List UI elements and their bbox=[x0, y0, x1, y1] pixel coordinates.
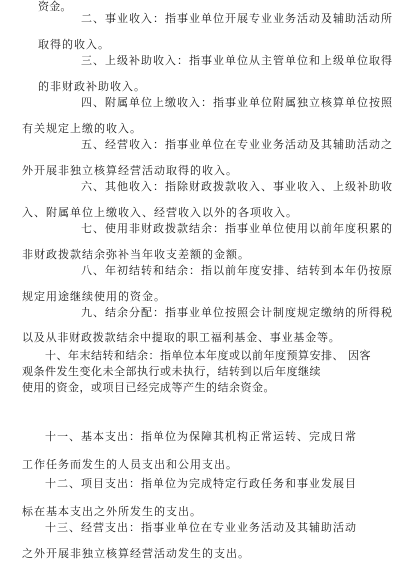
paragraph-item-2: 二、事业收入：指事业单位开展专业业务活动及辅助活动所 bbox=[81, 12, 393, 25]
text-line: 外开展非独立核算经营活动取得的收入。 bbox=[22, 164, 238, 177]
text-line: 使用的资金，或项目已经完成等产生的结余资金。 bbox=[22, 381, 275, 394]
text-line: 非财政拨款结余弥补当年收支差额的金额。 bbox=[22, 248, 250, 261]
paragraph-item-5: 五、经营收入：指事业单位在专业业务活动及其辅助活动之 bbox=[81, 138, 393, 151]
text-line: 入、附属单位上缴收入、经营收入以外的各项收入。 bbox=[22, 206, 298, 219]
paragraph-item-8: 八、年初结转和结余：指以前年度安排、结转到本年仍按原 bbox=[81, 264, 393, 277]
text-line: 资金。 bbox=[38, 0, 72, 13]
text-line: 工作任务而发生的人员支出和公用支出。 bbox=[22, 458, 238, 471]
text-line: 取得的收入。 bbox=[38, 38, 110, 51]
paragraph-item-13: 十三、经营支出：指事业单位在专业业务活动及其辅助活动 bbox=[45, 521, 357, 534]
text-line: 规定用途继续使用的资金。 bbox=[22, 290, 166, 303]
text-line: 观条件发生变化未全部执行或未执行，结转到以后年度继续 bbox=[22, 365, 321, 378]
paragraph-item-3: 三、上级补助收入：指事业单位从主管单位和上级单位取得 bbox=[81, 54, 393, 67]
text-line: 的非财政补助收入。 bbox=[38, 80, 146, 93]
text-line: 标在基本支出之外所发生的支出。 bbox=[22, 505, 202, 518]
text-line: 有关规定上缴的收入。 bbox=[22, 122, 142, 135]
paragraph-item-10: 十、年末结转和结余：指单位本年度或以前年度预算安排、 因客 bbox=[45, 349, 371, 362]
paragraph-item-7: 七、使用非财政拨款结余：指事业单位使用以前年度积累的 bbox=[81, 222, 393, 235]
paragraph-item-6: 六、其他收入：指除财政拨款收入、事业收入、上级补助收 bbox=[81, 180, 393, 193]
paragraph-item-12: 十二、项目支出：指单位为完成特定行政任务和事业发展目 bbox=[45, 477, 357, 490]
paragraph-item-4: 四、附属单位上缴收入：指事业单位附属独立核算单位按照 bbox=[81, 96, 393, 109]
text-line: 以及从非财政拨款结余中提取的职工福利基金、事业基金等。 bbox=[22, 331, 341, 344]
paragraph-item-11: 十一、基本支出：指单位为保障其机构正常运转、完成日常 bbox=[45, 430, 357, 443]
text-line: 之外开展非独立核算经营活动发生的支出。 bbox=[22, 547, 250, 560]
paragraph-item-9: 九、结余分配：指事业单位按照会计制度规定缴纳的所得税 bbox=[81, 306, 393, 319]
